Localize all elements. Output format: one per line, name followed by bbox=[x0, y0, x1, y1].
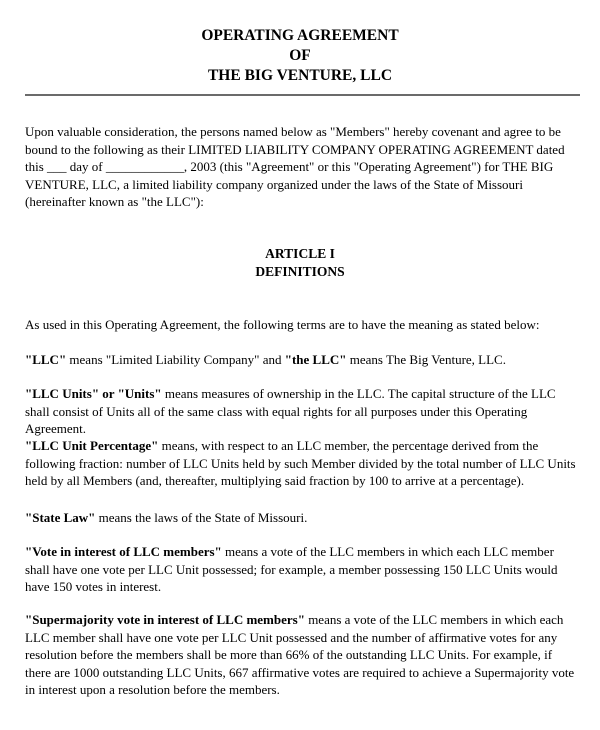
definition-text: means a vote of the LLC members in which each LLC member shall have one vote per LLC Unit possessed; for example, a member possessing 150 LLC Units would have 150 votes in interest. bbox=[25, 544, 558, 595]
definition-state-law bbox=[25, 509, 581, 527]
intro-paragraph: Upon valuable consideration, the persons named below as "Members" hereby covenant and agree to be bound to the following as their LIMITED LIABILITY COMPANY OPERATING AGREEMENT dated this ___ day of ____________, 2003 (this "Agreement" or this "Operating Agreement") for THE BIG VENTURE, LLC, a limited liability company organized under the laws of the State of Missouri (hereinafter known as "the LLC"): bbox=[25, 124, 565, 210]
definitions-lead: As used in this Operating Agreement, the following terms are to have the meaning as stated below: bbox=[25, 317, 540, 332]
definition-unit-percentage bbox=[25, 437, 581, 490]
definition-term: "Supermajority vote in interest of LLC members" bbox=[25, 612, 305, 627]
definition-text: means measures of ownership in the LLC. The capital structure of the LLC shall consist of Units all of the same class with equal rights for all purposes under this Operating Agreement. bbox=[25, 386, 556, 437]
definition-text: means, with respect to an LLC member, the percentage derived from the following fraction: number of LLC Units held by such Member divided by the total number of LLC Units held by all Members (and, thereafter, multiplying said fraction by 100 to arrive at a percentage). bbox=[25, 438, 576, 489]
title-divider bbox=[25, 94, 580, 96]
definition-text: means a vote of the LLC members in which each LLC member shall have one vote per LLC Unit possessed and the number of affirmative votes for any resolution before the members shall be more than 66% of the outstanding LLC Units. For example, if there are 1000 outstanding LLC Units, 667 affirmative votes are required to achieve a Supermajority vote in interest upon a resolution before the members. bbox=[25, 612, 575, 698]
definition-term: "the LLC" bbox=[284, 352, 347, 367]
document-title-line-3: THE BIG VENTURE, LLC bbox=[207, 67, 393, 84]
document-title-line-2: OF bbox=[289, 47, 311, 64]
definition-text: means "Limited Liability Company" and bbox=[66, 352, 285, 367]
document-title-line-1: OPERATING AGREEMENT bbox=[201, 27, 399, 44]
definition-term: "LLC Unit Percentage" bbox=[25, 438, 159, 453]
definition-llc bbox=[25, 351, 581, 369]
article-heading: DEFINITIONS bbox=[255, 264, 345, 279]
definition-text: means The Big Venture, LLC. bbox=[346, 352, 506, 367]
definition-llc-units bbox=[25, 385, 581, 438]
definition-vote-in-interest bbox=[25, 543, 581, 596]
article-number: ARTICLE I bbox=[265, 246, 335, 261]
definition-term: "LLC Units" or "Units" bbox=[25, 386, 162, 401]
definition-text: means the laws of the State of Missouri. bbox=[95, 510, 308, 525]
definition-term: "Vote in interest of LLC members" bbox=[25, 544, 222, 559]
definition-term: "State Law" bbox=[25, 510, 96, 525]
definition-term: "LLC" bbox=[25, 352, 67, 367]
definition-supermajority-vote bbox=[25, 611, 581, 699]
